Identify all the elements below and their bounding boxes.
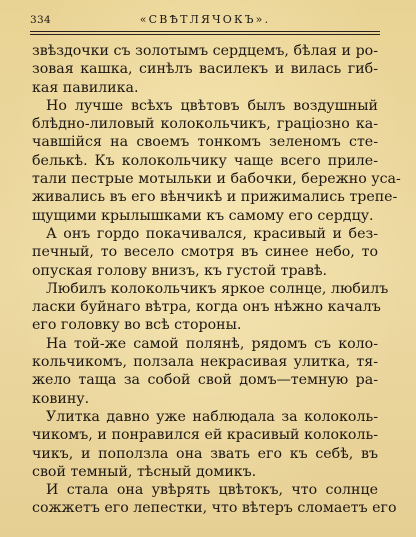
paragraph-5 xyxy=(32,335,378,408)
text-line: чавшійся на своемъ тонкомъ зеленомъ сте- xyxy=(32,134,378,151)
text-line: блѣдно-лиловый колокольчикъ, граціозно ка- xyxy=(32,116,378,133)
header-rule-bottom xyxy=(30,34,380,35)
text-line: А онъ гордо покачивался, красивый и без- xyxy=(46,225,378,242)
text-line: щущими крылышками къ самому его сердцу. xyxy=(32,207,374,224)
text-line: зовая кашка, синѣлъ василекъ и вилась гиб- xyxy=(32,61,378,78)
paragraph-4 xyxy=(32,280,389,335)
paragraph-2 xyxy=(32,97,401,225)
page-number: 334 xyxy=(30,14,51,26)
text-line: звѣздочки съ золотымъ сердцемъ, бѣлая и ро- xyxy=(32,43,378,59)
paragraph-7 xyxy=(32,481,397,518)
text-line: кольчикомъ, ползала некрасивая улитка, тя- xyxy=(32,354,378,371)
text-line: Любилъ колокольчикъ яркое солнце, любилъ xyxy=(46,280,389,297)
text-line: ковину. xyxy=(32,390,90,407)
body-text xyxy=(32,42,401,518)
text-line: живались въ его вѣнчикѣ и прижимались трепе- xyxy=(32,189,398,206)
text-line: чикъ, и поползла она звать его къ себѣ, въ xyxy=(32,445,378,462)
text-line: На той-же самой полянѣ, рядомъ съ коло- xyxy=(46,335,378,352)
running-title: «СВѢТЛЯЧОКЪ». xyxy=(139,13,271,26)
paragraph-1 xyxy=(32,42,378,97)
text-line: Но лучше всѣхъ цвѣтовъ былъ воздушный xyxy=(46,97,378,114)
header-rule-top xyxy=(30,31,380,32)
paragraph-6 xyxy=(32,408,378,481)
text-line: опуская голову внизъ, къ густой травѣ. xyxy=(32,262,328,279)
text-line: ласки буйнаго вѣтра, когда онъ нѣжно качалъ xyxy=(32,299,381,316)
text-line: его головку во всѣ стороны. xyxy=(32,317,242,334)
text-line: свой темный, тѣсный домикъ. xyxy=(32,463,257,480)
text-line: тали пестрые мотыльки и бабочки, бережно уса- xyxy=(32,171,401,188)
text-line: сожжетъ его лепестки, что вѣтеръ сломаетъ его xyxy=(32,500,397,517)
text-line: чикомъ, и понравился ей красивый колоколь- xyxy=(32,427,378,444)
text-line: Улитка давно уже наблюдала за колоколь- xyxy=(46,408,378,425)
text-line: белькѣ. Къ колокольчику чаще всего приле- xyxy=(32,152,378,169)
text-line: И стала она увѣрять цвѣтокъ, что солнце xyxy=(46,482,378,499)
paragraph-3 xyxy=(32,225,378,280)
page-header xyxy=(30,12,380,30)
text-line: кая павилика. xyxy=(32,79,139,96)
text-line: печный, то весело смотря въ синее небо, то xyxy=(32,244,378,261)
text-line: жело таща за собой свой домъ—темную ра- xyxy=(32,372,378,389)
